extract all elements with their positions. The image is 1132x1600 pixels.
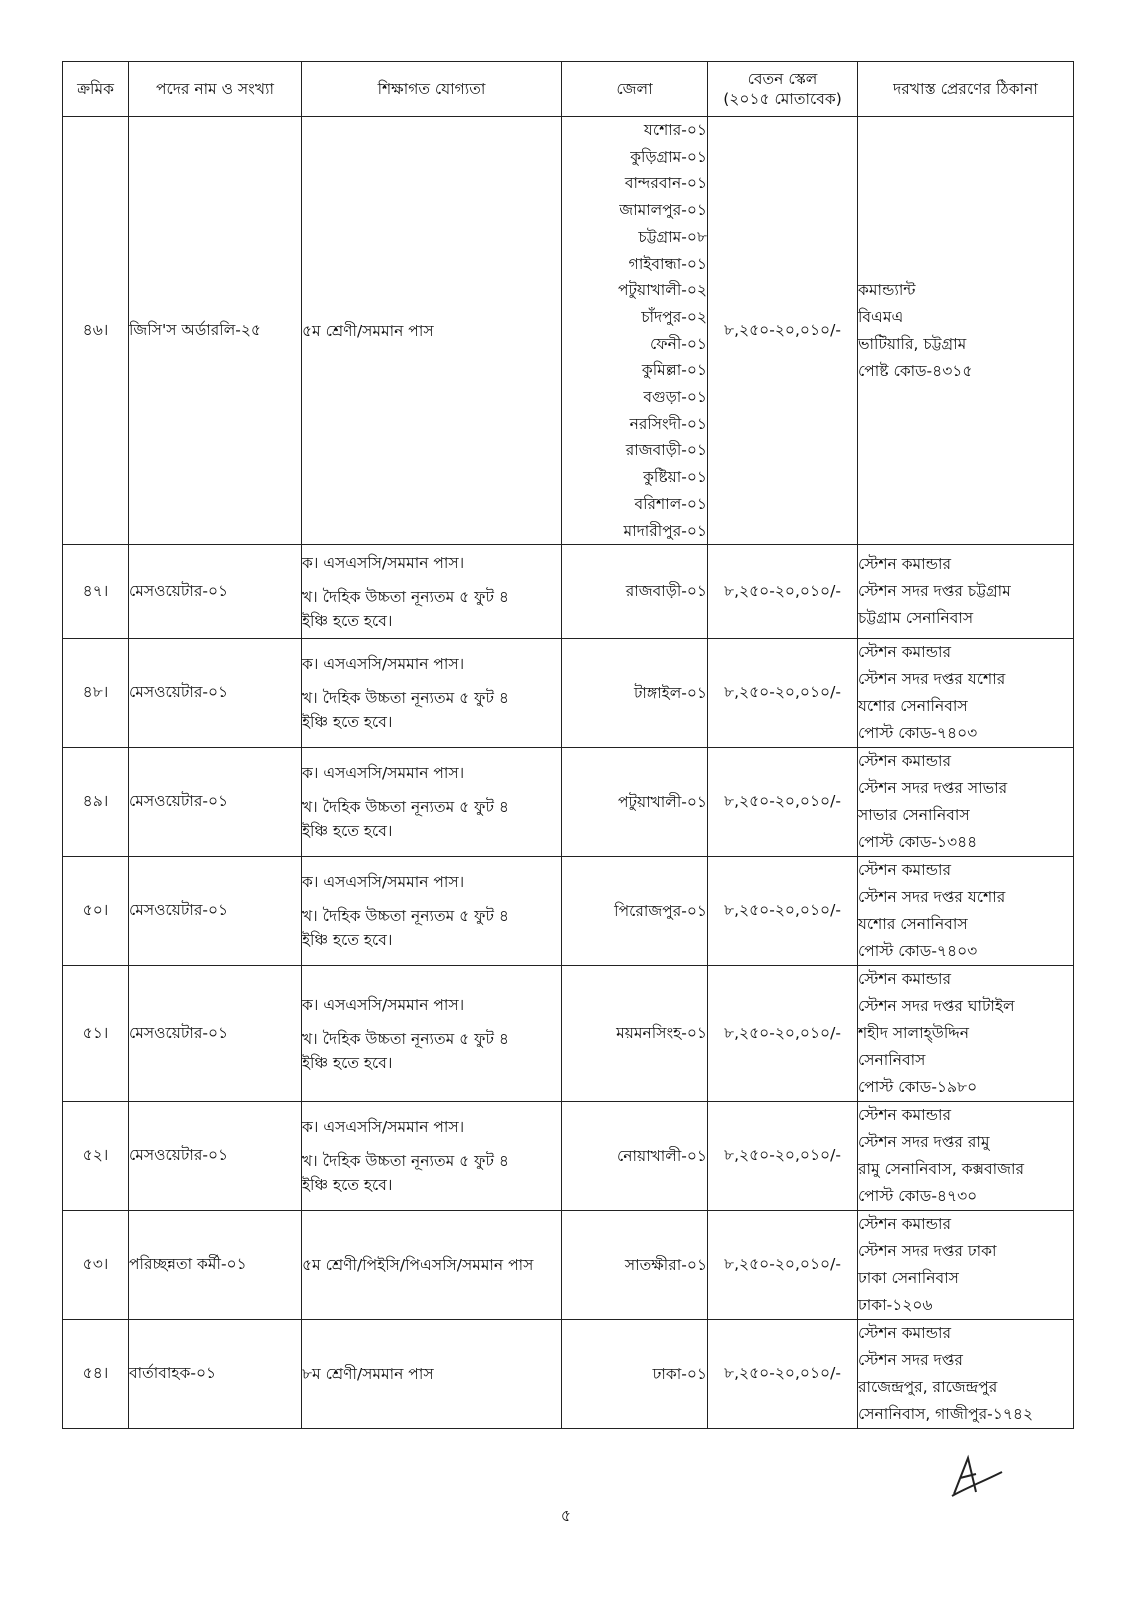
education-line: ক। এসএসসি/সমমান পাস। [302, 655, 465, 674]
address-cell [858, 639, 1074, 748]
education-line: ক। এসএসসি/সমমান পাস। [302, 764, 465, 783]
education-line: খ। দৈহিক উচ্চতা নূন্যতম ৫ ফুট ৪ [302, 689, 509, 708]
education-line: ক। এসএসসি/সমমান পাস। [302, 1118, 465, 1137]
table-row [63, 1102, 1074, 1211]
education-line: ইঞ্চি হতে হবে। [302, 1053, 393, 1072]
address-line: স্টেশন কমান্ডার [858, 1106, 952, 1125]
address-line: স্টেশন কমান্ডার [858, 861, 952, 880]
post-cell: বার্তাবাহক-০১ [129, 1320, 302, 1429]
table-row [63, 545, 1074, 639]
address-line: পোস্ট কোড-৭৪০৩ [858, 724, 978, 743]
education-cell [302, 639, 562, 748]
district-item: চাঁদপুর-০২ [641, 307, 707, 326]
education-line: খ। দৈহিক উচ্চতা নূন্যতম ৫ ফুট ৪ [302, 1152, 509, 1171]
header-pay-line2: (২০১৫ মোতাবেক) [723, 90, 842, 108]
serial-cell: ৫৪। [63, 1320, 129, 1429]
address-line: ঢাকা-১২০৬ [858, 1296, 933, 1315]
table-row [63, 639, 1074, 748]
table-body [63, 117, 1074, 1429]
district-item: বরিশাল-০১ [634, 494, 707, 513]
address-line: শহীদ সালাহ্উদ্দিন [858, 1024, 969, 1043]
table-row [63, 966, 1074, 1102]
serial-cell: ৫০। [63, 857, 129, 966]
serial-cell: ৪৬। [63, 117, 129, 545]
header-education: শিক্ষাগত যোগ্যতা [302, 62, 562, 117]
address-line: স্টেশন সদর দপ্তর [858, 1351, 963, 1370]
post-cell: মেসওয়েটার-০১ [129, 857, 302, 966]
pay-scale-cell: ৮,২৫০-২০,০১০/- [708, 748, 858, 857]
address-line: স্টেশন কমান্ডার [858, 1215, 952, 1234]
education-line: খ। দৈহিক উচ্চতা নূন্যতম ৫ ফুট ৪ [302, 587, 509, 606]
district-item: পটুয়াখালী-০১ [618, 792, 707, 811]
address-line: স্টেশন কমান্ডার [858, 970, 952, 989]
education-line: ইঞ্চি হতে হবে। [302, 931, 393, 950]
address-cell [858, 1211, 1074, 1320]
pay-scale-cell: ৮,২৫০-২০,০১০/- [708, 1320, 858, 1429]
address-line: স্টেশন কমান্ডার [858, 752, 952, 771]
district-item: মাদারীপুর-০১ [623, 521, 707, 540]
address-cell [858, 966, 1074, 1102]
district-item: কুষ্টিয়া-০১ [643, 468, 707, 487]
address-line: পোস্ট কোড-১৩৪৪ [858, 833, 978, 852]
address-line: সাভার সেনানিবাস [858, 806, 970, 825]
address-cell [858, 857, 1074, 966]
district-item: যশোর-০১ [643, 121, 707, 139]
district-item: সাতক্ষীরা-০১ [624, 1255, 707, 1274]
education-line: ইঞ্চি হতে হবে। [302, 1176, 393, 1195]
pay-scale-cell: ৮,২৫০-২০,০১০/- [708, 1102, 858, 1211]
address-line: স্টেশন সদর দপ্তর ঢাকা [858, 1242, 997, 1261]
address-line: স্টেশন সদর দপ্তর চট্টগ্রাম [858, 582, 1011, 601]
education-cell [302, 966, 562, 1102]
header-address: দরখাস্ত প্রেরণের ঠিকানা [858, 62, 1074, 117]
education-line: খ। দৈহিক উচ্চতা নূন্যতম ৫ ফুট ৪ [302, 1029, 509, 1048]
serial-cell: ৫১। [63, 966, 129, 1102]
district-item: বান্দরবান-০১ [624, 174, 707, 193]
education-line: ক। এসএসসি/সমমান পাস। [302, 873, 465, 892]
pay-scale-cell: ৮,২৫০-২০,০১০/- [708, 545, 858, 639]
education-cell [302, 857, 562, 966]
address-line: বিএমএ [858, 307, 904, 326]
district-item: রাজবাড়ী-০১ [625, 441, 707, 460]
table-row [63, 857, 1074, 966]
serial-cell: ৫৩। [63, 1211, 129, 1320]
education-line: খ। দৈহিক উচ্চতা নূন্যতম ৫ ফুট ৪ [302, 798, 509, 817]
district-item: নোয়াখালী-০১ [616, 1146, 707, 1165]
district-cell [562, 966, 708, 1102]
header-row [63, 62, 1074, 117]
district-item: পটুয়াখালী-০২ [618, 281, 707, 300]
table-row [63, 1320, 1074, 1429]
district-cell [562, 639, 708, 748]
address-cell [858, 1102, 1074, 1211]
address-line: রাজেন্দ্রপুর, রাজেন্দ্রপুর [858, 1378, 998, 1397]
pay-scale-cell: ৮,২৫০-২০,০১০/- [708, 1211, 858, 1320]
district-item: নরসিংদী-০১ [629, 414, 707, 433]
header-post: পদের নাম ও সংখ্যা [129, 62, 302, 117]
district-cell [562, 748, 708, 857]
pay-scale-cell: ৮,২৫০-২০,০১০/- [708, 639, 858, 748]
signature-icon [946, 1452, 1006, 1500]
table-row [63, 1211, 1074, 1320]
header-pay-scale [708, 62, 858, 117]
address-line: স্টেশন সদর দপ্তর যশোর [858, 888, 1006, 907]
education-line: ক। এসএসসি/সমমান পাস। [302, 995, 465, 1014]
address-line: স্টেশন কমান্ডার [858, 555, 952, 574]
district-item: ময়মনসিংহ-০১ [616, 1024, 707, 1043]
district-cell [562, 1102, 708, 1211]
education-cell [302, 1102, 562, 1211]
district-item: চট্টগ্রাম-০৮ [638, 227, 707, 246]
serial-cell: ৫২। [63, 1102, 129, 1211]
pay-scale-cell: ৮,২৫০-২০,০১০/- [708, 966, 858, 1102]
table-row [63, 748, 1074, 857]
district-item: কুড়িগ্রাম-০১ [630, 147, 707, 166]
header-serial: ক্রমিক [63, 62, 129, 117]
district-cell [562, 545, 708, 639]
address-line: স্টেশন সদর দপ্তর ঘাটাইল [858, 997, 1015, 1016]
post-cell: মেসওয়েটার-০১ [129, 966, 302, 1102]
district-cell [562, 1211, 708, 1320]
serial-cell: ৪৮। [63, 639, 129, 748]
education-line: ৫ম শ্রেণী/সমমান পাস [302, 321, 434, 340]
address-line: স্টেশন সদর দপ্তর সাভার [858, 779, 1008, 798]
address-line: পোস্ট কোড-১৯৮০ [858, 1078, 978, 1097]
address-cell [858, 748, 1074, 857]
post-cell: মেসওয়েটার-০১ [129, 545, 302, 639]
address-line: পোস্ট কোড-৭৪০৩ [858, 942, 978, 961]
address-cell [858, 117, 1074, 545]
district-cell [562, 857, 708, 966]
signature [946, 1452, 1006, 1504]
serial-cell: ৪৯। [63, 748, 129, 857]
post-cell: মেসওয়েটার-০১ [129, 1102, 302, 1211]
address-line: পোষ্ট কোড-৪৩১৫ [858, 361, 973, 380]
post-cell: মেসওয়েটার-০১ [129, 639, 302, 748]
page-number: ৫ [560, 1506, 572, 1525]
address-line: রামু সেনানিবাস, কক্সবাজার [858, 1160, 1024, 1179]
district-item: কুমিল্লা-০১ [641, 361, 707, 380]
address-cell [858, 1320, 1074, 1429]
serial-cell: ৪৭। [63, 545, 129, 639]
education-line: ৫ম শ্রেণী/পিইসি/পিএসসি/সমমান পাস [302, 1256, 534, 1275]
address-line: স্টেশন সদর দপ্তর যশোর [858, 670, 1006, 689]
education-cell [302, 117, 562, 545]
address-line: ভাটিয়ারি, চট্টগ্রাম [858, 334, 967, 353]
post-cell: জিসি'স অর্ডারলি-২৫ [129, 117, 302, 545]
address-line: স্টেশন কমান্ডার [858, 643, 952, 662]
pay-scale-cell: ৮,২৫০-২০,০১০/- [708, 117, 858, 545]
post-cell: পরিচ্ছন্নতা কর্মী-০১ [129, 1211, 302, 1320]
district-cell [562, 117, 708, 545]
address-line: যশোর সেনানিবাস [858, 697, 968, 716]
post-cell: মেসওয়েটার-০১ [129, 748, 302, 857]
education-line: ইঞ্চি হতে হবে। [302, 713, 393, 732]
table-row [63, 117, 1074, 545]
recruitment-table [62, 61, 1074, 1429]
address-line: চট্টগ্রাম সেনানিবাস [858, 609, 974, 628]
address-line: সেনানিবাস, গাজীপুর-১৭৪২ [858, 1405, 1034, 1424]
district-item: বগুড়া-০১ [643, 388, 707, 407]
education-cell [302, 748, 562, 857]
district-cell [562, 1320, 708, 1429]
district-item: টাঙ্গাইল-০১ [633, 683, 707, 702]
header-district: জেলা [562, 62, 708, 117]
education-line: ক। এসএসসি/সমমান পাস। [302, 553, 465, 572]
district-item: ঢাকা-০১ [652, 1364, 707, 1383]
address-line: স্টেশন সদর দপ্তর রামু [858, 1133, 990, 1152]
district-item: রাজবাড়ী-০১ [625, 582, 707, 601]
education-cell [302, 545, 562, 639]
education-line: ইঞ্চি হতে হবে। [302, 611, 393, 630]
address-line: স্টেশন কমান্ডার [858, 1324, 952, 1343]
address-line: কমান্ড্যান্ট [858, 280, 916, 299]
education-line: ইঞ্চি হতে হবে। [302, 822, 393, 841]
address-line: সেনানিবাস [858, 1051, 926, 1070]
district-item: ফেনী-০১ [649, 334, 707, 353]
district-item: গাইবান্ধা-০১ [628, 254, 707, 273]
pay-scale-cell: ৮,২৫০-২০,০১০/- [708, 857, 858, 966]
district-item: পিরোজপুর-০১ [614, 901, 707, 920]
address-cell [858, 545, 1074, 639]
address-line: যশোর সেনানিবাস [858, 915, 968, 934]
education-line: ৮ম শ্রেণী/সমমান পাস [302, 1365, 434, 1384]
education-cell [302, 1211, 562, 1320]
header-pay-line1: বেতন স্কেল [747, 70, 818, 88]
education-line: খ। দৈহিক উচ্চতা নূন্যতম ৫ ফুট ৪ [302, 907, 509, 926]
address-line: পোস্ট কোড-৪৭৩০ [858, 1187, 978, 1206]
education-cell [302, 1320, 562, 1429]
address-line: ঢাকা সেনানিবাস [858, 1269, 959, 1288]
district-item: জামালপুর-০১ [619, 201, 707, 220]
